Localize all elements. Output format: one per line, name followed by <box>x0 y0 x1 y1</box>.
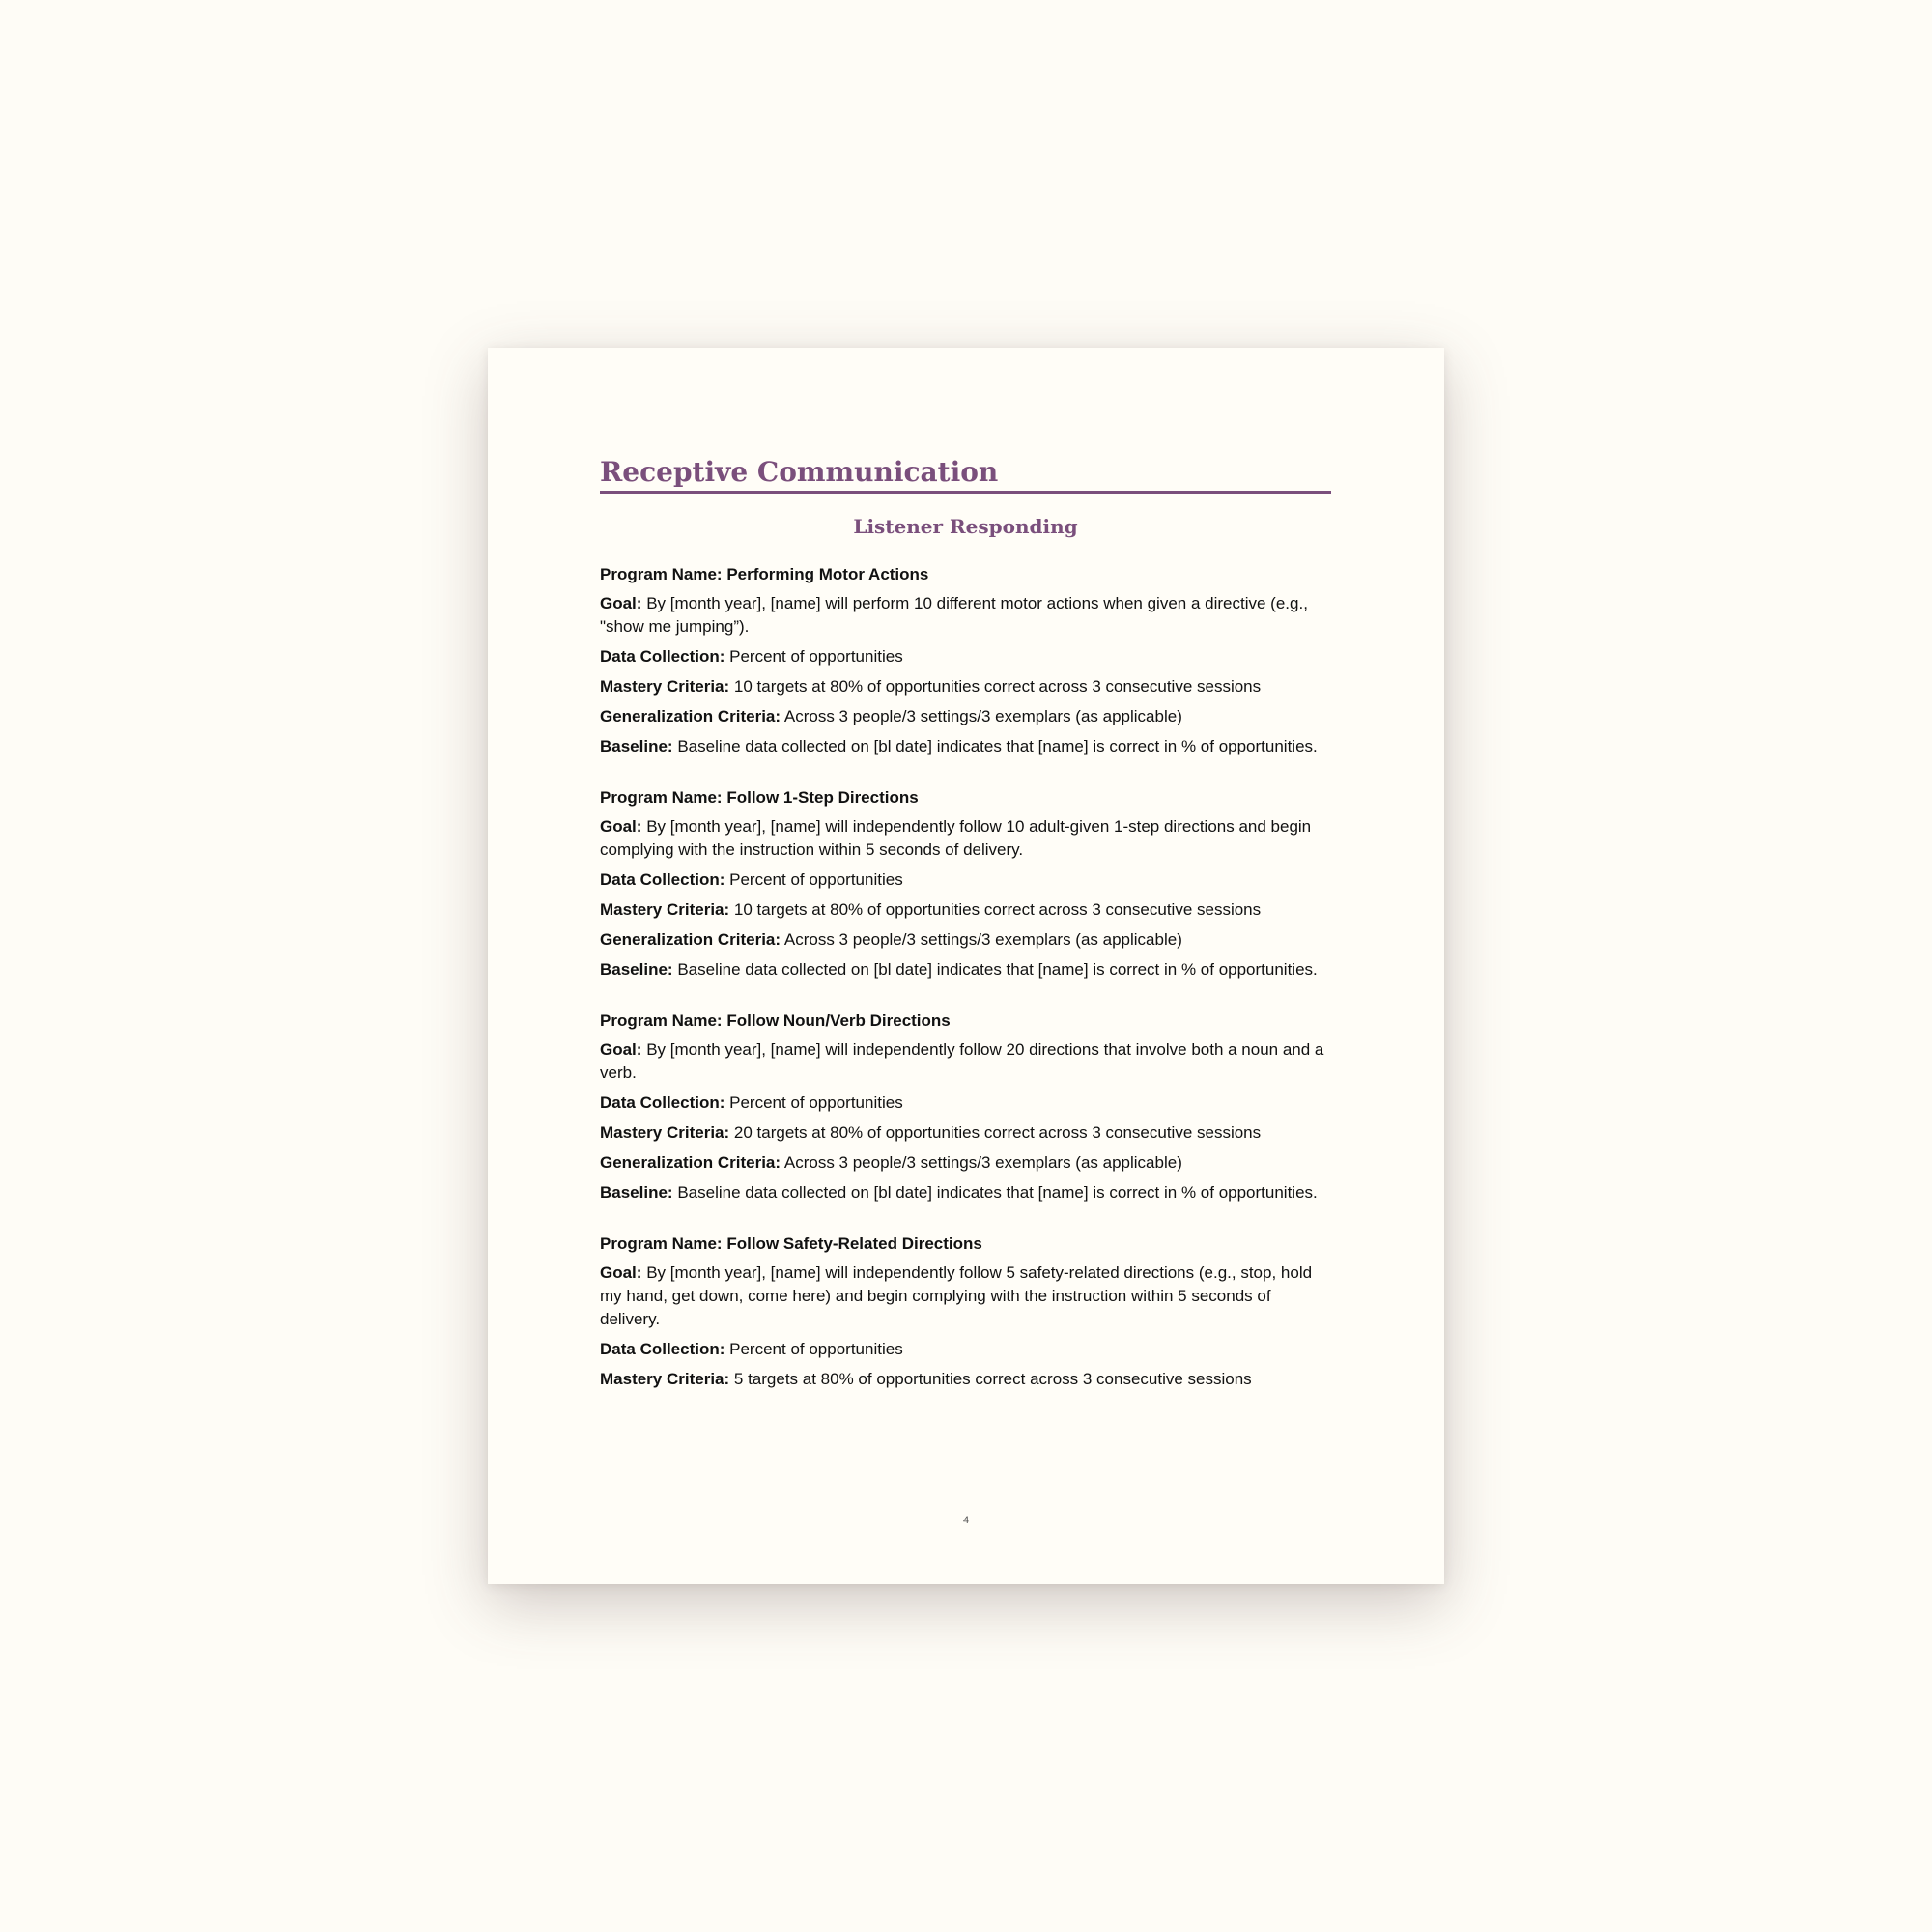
program-name <box>600 1233 1331 1256</box>
goal-line <box>600 592 1331 639</box>
field-text: By [month year], [name] will independently follow 10 adult-given 1-step directions and begin complying with the instruction within 5 seconds of delivery. <box>600 816 1312 859</box>
field-text: By [month year], [name] will independently follow 5 safety-related directions (e.g., stop, hold my hand, get down, come here) and begin complying with the instruction within 5 seconds of delivery. <box>600 1263 1313 1328</box>
program-name-value: Follow 1-Step Directions <box>726 787 919 807</box>
page-number: 4 <box>962 1515 970 1526</box>
page-content <box>600 456 1331 1419</box>
field-label: Data Collection: <box>600 1093 725 1112</box>
field-label: Generalization Criteria: <box>600 1152 781 1172</box>
field-label: Mastery Criteria: <box>600 899 730 919</box>
field-text: 10 targets at 80% of opportunities correct across 3 consecutive sessions <box>733 676 1262 696</box>
goal-line <box>600 1262 1331 1331</box>
field-text: By [month year], [name] will perform 10 different motor actions when given a directive (e.g., "show me jumping”). <box>600 593 1308 636</box>
generalization-criteria-line <box>600 705 1331 728</box>
field-text: Percent of opportunities <box>729 1093 903 1112</box>
program-name-label: Program Name: <box>600 564 723 583</box>
mastery-criteria-line <box>600 675 1331 698</box>
program-block <box>600 1009 1331 1205</box>
baseline-line <box>600 735 1331 758</box>
program-block <box>600 563 1331 758</box>
field-label: Mastery Criteria: <box>600 676 730 696</box>
field-text: Percent of opportunities <box>729 869 903 889</box>
field-text: Across 3 people/3 settings/3 exemplars (as applicable) <box>783 706 1182 725</box>
field-label: Mastery Criteria: <box>600 1122 730 1142</box>
field-text: Baseline data collected on [bl date] indicates that [name] is correct in % of opportunities. <box>677 1182 1318 1202</box>
program-block <box>600 1233 1331 1391</box>
generalization-criteria-line <box>600 928 1331 952</box>
program-name-label: Program Name: <box>600 787 723 807</box>
program-name-value: Performing Motor Actions <box>726 564 929 583</box>
generalization-criteria-line <box>600 1151 1331 1175</box>
field-label: Data Collection: <box>600 869 725 889</box>
program-name-value: Follow Safety-Related Directions <box>726 1234 982 1253</box>
data-collection-line <box>600 645 1331 668</box>
field-label: Data Collection: <box>600 1339 725 1358</box>
field-label: Goal: <box>600 1039 642 1059</box>
field-text: Across 3 people/3 settings/3 exemplars (as applicable) <box>783 1152 1182 1172</box>
data-collection-line <box>600 1092 1331 1115</box>
field-text: Percent of opportunities <box>729 1339 903 1358</box>
program-name-label: Program Name: <box>600 1010 723 1030</box>
field-label: Goal: <box>600 593 642 612</box>
program-name <box>600 786 1331 810</box>
field-label: Baseline: <box>600 1182 673 1202</box>
goal-line <box>600 1038 1331 1085</box>
mastery-criteria-line <box>600 1122 1331 1145</box>
field-text: 20 targets at 80% of opportunities correct across 3 consecutive sessions <box>733 1122 1262 1142</box>
data-collection-line <box>600 1338 1331 1361</box>
document-page <box>488 348 1444 1584</box>
field-text: Percent of opportunities <box>729 646 903 666</box>
field-label: Baseline: <box>600 736 673 755</box>
field-text: Baseline data collected on [bl date] indicates that [name] is correct in % of opportunities. <box>677 959 1318 979</box>
section-title: Receptive Communication <box>600 456 1331 494</box>
baseline-line <box>600 958 1331 981</box>
program-name <box>600 563 1331 586</box>
field-text: By [month year], [name] will independently follow 20 directions that involve both a noun and a verb. <box>600 1039 1324 1082</box>
field-label: Data Collection: <box>600 646 725 666</box>
mastery-criteria-line <box>600 1368 1331 1391</box>
mastery-criteria-line <box>600 898 1331 922</box>
field-label: Goal: <box>600 1263 642 1282</box>
field-text: Across 3 people/3 settings/3 exemplars (as applicable) <box>783 929 1182 949</box>
field-text: 5 targets at 80% of opportunities correct across 3 consecutive sessions <box>733 1369 1252 1388</box>
field-label: Generalization Criteria: <box>600 929 781 949</box>
field-text: 10 targets at 80% of opportunities correct across 3 consecutive sessions <box>733 899 1262 919</box>
goal-line <box>600 815 1331 862</box>
program-name-label: Program Name: <box>600 1234 723 1253</box>
baseline-line <box>600 1181 1331 1205</box>
field-label: Baseline: <box>600 959 673 979</box>
data-collection-line <box>600 868 1331 892</box>
program-name-value: Follow Noun/Verb Directions <box>726 1010 951 1030</box>
sub-title: Listener Responding <box>853 514 1078 538</box>
field-label: Goal: <box>600 816 642 836</box>
program-block <box>600 786 1331 981</box>
program-name <box>600 1009 1331 1033</box>
field-label: Generalization Criteria: <box>600 706 781 725</box>
field-label: Mastery Criteria: <box>600 1369 730 1388</box>
field-text: Baseline data collected on [bl date] indicates that [name] is correct in % of opportunities. <box>677 736 1318 755</box>
